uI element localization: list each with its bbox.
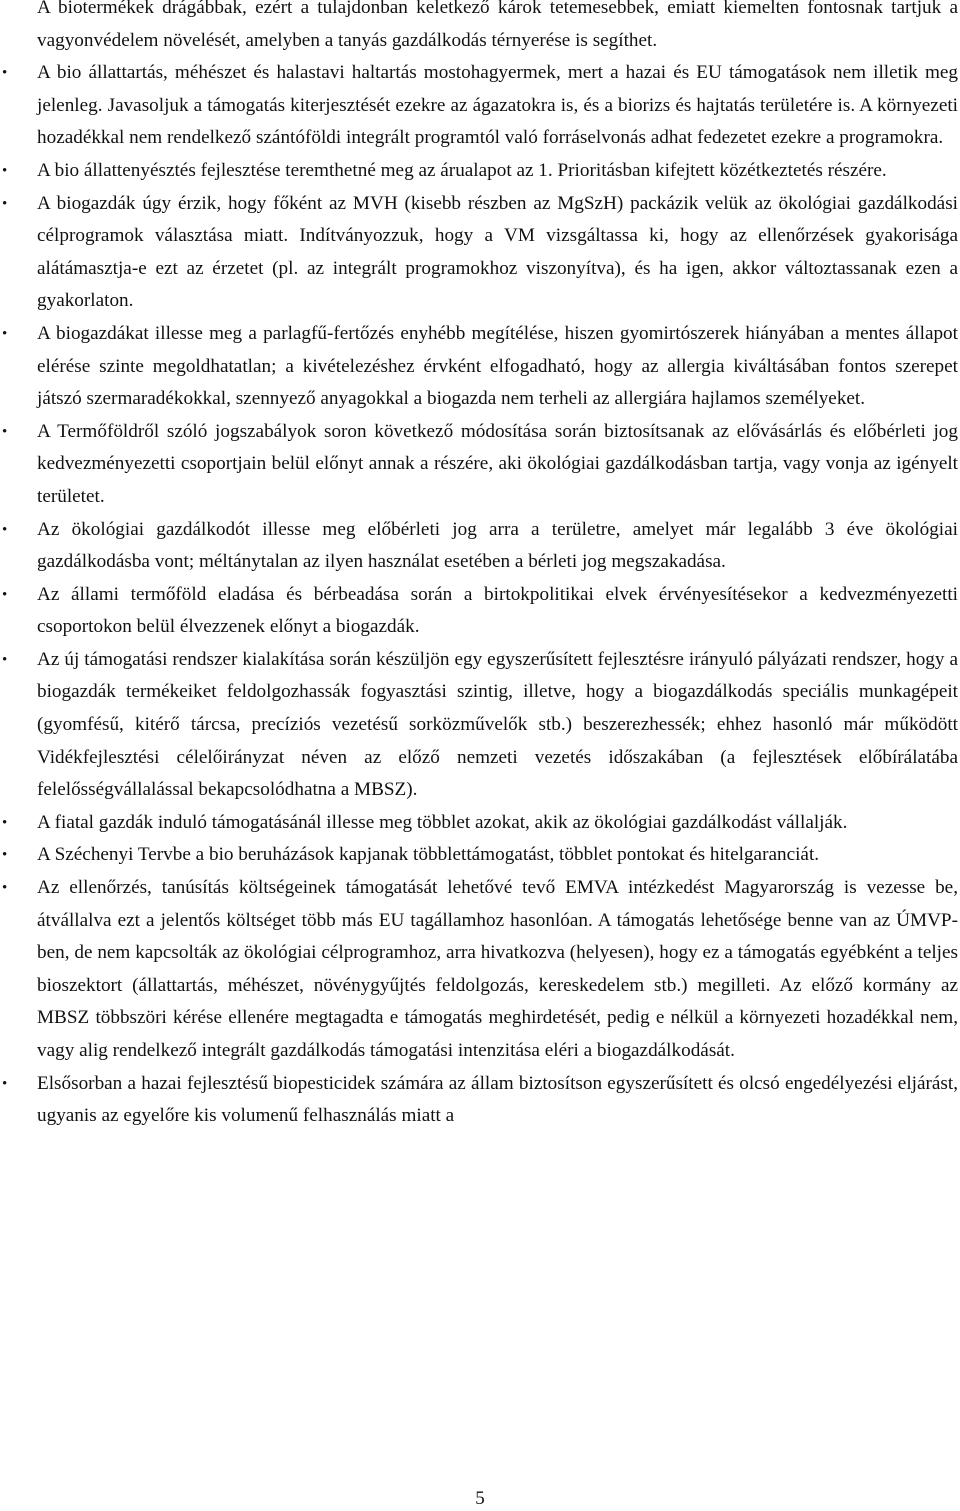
list-item-text: A fiatal gazdák induló támogatásánál illesse meg többlet azokat, akik az ökológiai gazdálkodást vállalják. — [37, 811, 848, 833]
list-item-text: Elsősorban a hazai fejlesztésű biopesticidek számára az állam biztosítson egyszerűsített és olcsó engedélyezési eljárást, ugyanis az egyelőre kis volumenű felhasználás miatt a — [37, 1072, 958, 1127]
bullet-icon: • — [2, 65, 8, 82]
list-item — [0, 57, 958, 155]
list-item — [0, 807, 958, 840]
bullet-icon: • — [2, 651, 8, 668]
list-item-text: A biotermékek drágábbak, ezért a tulajdonban keletkező károk tetemesebbek, emiatt kiemelten fontosnak tartjuk a vagyonvédelem növelését, amelyben a tanyás gazdálkodás térnyerése is segíthet. — [37, 0, 958, 51]
bullet-icon: • — [2, 814, 8, 831]
list-item — [0, 579, 958, 644]
list-item-text: A Széchenyi Tervbe a bio beruházások kapjanak többlettámogatást, többlet pontokat és hitelgaranciát. — [37, 844, 820, 866]
bullet-icon: • — [2, 521, 8, 538]
list-item — [0, 0, 958, 57]
bullet-icon: • — [2, 162, 8, 179]
list-item — [0, 1068, 958, 1133]
list-item-text: Az ellenőrzés, tanúsítás költségeinek támogatását lehetővé tevő EMVA intézkedést Magyarország is vezesse be, átvállalva ezt a jelentős költséget több más EU tagállamhoz hasonlóan. A támogatás lehetősége benne van az ÚMVP-ben, de nem kapcsolták az ökológiai célprogramhoz, arra hivatkozva (helyesen), hogy ez a támogatás egyébként a teljes bioszektort (állattartás, méhészet, növénygyűjtés feldolgozás, kereskedelem stb.) megilleti. Az előző kormány az MBSZ többszöri kérése ellenére megtagadta e támogatás meghirdetését, pedig e nélkül a környezeti hozadékkal nem, vagy alig rendelkező integrált gazdálkodás támogatási intenzitása eléri a biogazdálkodását. — [37, 877, 958, 1061]
bullet-icon: • — [2, 847, 8, 864]
bullet-icon: • — [2, 325, 8, 342]
list-item — [0, 872, 958, 1068]
bullet-icon: • — [2, 880, 8, 897]
list-item-text: A bio állattenyésztés fejlesztése teremthetné meg az árualapot az 1. Prioritásban kifejtett közétkeztetés részére. — [37, 159, 887, 181]
bullet-icon: • — [2, 423, 8, 440]
list-item-text: Az állami termőföld eladása és bérbeadása során a birtokpolitikai elvek érvényesítésekor a kedvezményezetti csoportokon belül élvezzenek előnyt a biogazdák. — [37, 583, 958, 638]
list-item — [0, 416, 958, 514]
bullet-icon: • — [2, 586, 8, 603]
list-item — [0, 155, 958, 188]
list-item-text: A Termőföldről szóló jogszabályok soron következő módosítása során biztosítsanak az elővásárlás és előbérleti jog kedvezményezetti csoportjain belül előnyt annak a részére, aki ökológiai gazdálkodásban tartja, vagy vonja az igényelt területet. — [37, 420, 958, 507]
list-item-text: A biogazdák úgy érzik, hogy főként az MVH (kisebb részben az MgSzH) packázik velük az ökológiai gazdálkodási célprogramok választása miatt. Indítványozzuk, hogy a VM vizsgáltassa ki, hogy az ellenőrzések gyakorisága alátámasztja-e ezt az érzetet (pl. az integrált programokhoz viszonyítva), és ha igen, akkor változtassanak ezen a gyakorlaton. — [37, 192, 958, 312]
list-item — [0, 839, 958, 872]
list-item-text: Az új támogatási rendszer kialakítása során készüljön egy egyszerűsített fejlesztésre irányuló pályázati rendszer, hogy a biogazdák termékeiket feldolgozhassák fogyasztási szintig, illetve, hogy a biogazdálkodás speciális munkagépeit (gyomfésű, kitérő tárcsa, precíziós vezetésű sorközművelők stb.) beszerezhessék; ehhez hasonló már működött Vidékfejlesztési célelőirányzat néven az előző nemzeti vezetés időszakában (a fejlesztések előbírálatába felelősségvállalással bekapcsolódhatna a MBSZ). — [37, 648, 958, 801]
list-item-text: A bio állattartás, méhészet és halastavi haltartás mostohagyermek, mert a hazai és EU támogatások nem illetik meg jelenleg. Javasoljuk a támogatás kiterjesztését ezekre az ágazatokra is, és a biorizs és hajtatás területére is. A környezeti hozadékkal nem rendelkező szántóföldi integrált programtól való forráselvonás adhat fedezetet ezekre a programokra. — [37, 62, 958, 149]
list-item-text: Az ökológiai gazdálkodót illesse meg előbérleti jog arra a területre, amelyet már legalább 3 éve ökológiai gazdálkodásba vont; méltánytalan az ilyen használat esetében a bérleti jog megszakadása. — [37, 518, 958, 573]
bullet-icon: • — [2, 1075, 8, 1092]
list-item — [0, 644, 958, 807]
list-item-text: A biogazdákat illesse meg a parlagfű-fertőzés enyhébb megítélése, hiszen gyomirtószerek hiányában a mentes állapot elérése szinte megoldhatatlan; a kivételezéshez érvként elfogadható, hogy az allergia kiváltásában fontos szerepet játszó szermaradékokkal, szennyező anyagokkal a biogazda nem terheli az allergiára hajlamos személyeket. — [37, 322, 958, 410]
list-item — [0, 318, 958, 416]
page-number: 5 — [475, 1488, 485, 1509]
bullet-icon: • — [2, 195, 8, 212]
list-item — [0, 188, 958, 318]
list-item — [0, 514, 958, 579]
